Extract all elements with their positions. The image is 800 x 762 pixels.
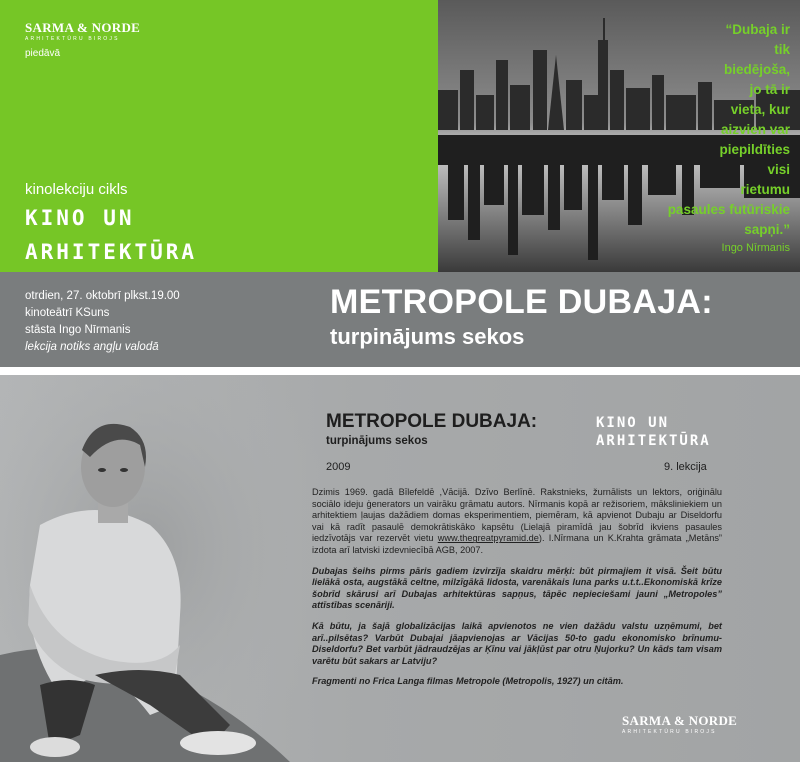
quote-line: biedējoša,	[723, 62, 790, 77]
pyramid-link[interactable]: www.thegreatpyramid.de	[437, 533, 539, 544]
brand-name: SARMA & NORDE	[25, 20, 141, 35]
event-language: lekcija notiks angļu valodā	[25, 341, 159, 353]
lecture-number: 9. lekcija	[664, 461, 707, 473]
bottom-card	[0, 375, 800, 762]
series-logo-line1: KINO UN	[596, 415, 670, 431]
bio-paragraph	[312, 487, 722, 557]
event-subtitle: turpinājums sekos	[330, 324, 525, 349]
event-venue: kinoteātrī KSuns	[25, 307, 110, 319]
event-date: otrdien, 27. oktobrī plkst.19.00	[25, 290, 180, 302]
lecture-title: METROPOLE DUBAJA:	[326, 411, 538, 432]
quote-line: piepildīties	[719, 142, 790, 157]
brand-logo-bottom	[622, 713, 737, 735]
quote-line: “Dubaja ir	[725, 22, 790, 37]
event-title: METROPOLE DUBAJA:	[330, 283, 713, 321]
quote-author: Ingo Nīrmanis	[721, 242, 790, 254]
bio-text-end: ). I.Nīrmana un K.Krahta grāmata „Metāns” izdota arī latviski izdevniecībā AGB, 2007.	[312, 533, 722, 555]
lecture-subtitle: turpinājums sekos	[326, 435, 428, 447]
event-details	[25, 288, 180, 356]
quote-line: aizvien var	[720, 122, 790, 137]
series-logo-line2: ARHITEKTŪRA	[596, 433, 711, 449]
event-speaker: stāsta Ingo Nīrmanis	[25, 324, 131, 336]
quote-block	[590, 20, 790, 240]
quote-line: sapņi.”	[744, 222, 790, 237]
series-title-line2: ARHITEKTŪRA	[25, 240, 198, 264]
goal-paragraph: Dubajas šeihs pirms pāris gadiem izvirzīja skaidru mērķi: būt pirmajiem it visā. Šeit būtu lielākā osta, augstākā celtne, milzīgākā lidosta, varenākais luna parks u.t.t..Ekonomiskā krīze šobrīd skārusi arī Dubajas arhitektūras sapņus, tāpēc nepieciešami jauni „Metropoles” attīstības scenāriji.	[312, 565, 722, 611]
brand-logo-top	[25, 20, 140, 42]
question-paragraph: Kā būtu, ja šajā globalizācijas laikā apvienotos ne vien dažādu valstu uzņēmumi, bet arī..pilsētas? Varbūt Dubajai jāapvienojas ar Vācijas 50-to gadu ekonomisko brīnumu-Diseldorfu? Bet varbūt jādraudzējas ar Ķīnu vai jākļūst par otru Ņujorku? Un kāds tam visam varētu būt sakars ar Latviju?	[312, 620, 722, 666]
lecture-year: 2009	[326, 461, 351, 473]
quote-line: pasaules futūriskie	[667, 202, 790, 217]
speaker-portrait-photo	[0, 375, 320, 762]
quote-line: vieta, kur	[730, 102, 790, 117]
lecture-description	[312, 487, 722, 688]
quote-line: tik	[774, 42, 790, 57]
series-label: kinolekciju cikls	[25, 181, 128, 198]
series-title-line1: KINO UN	[25, 206, 135, 230]
brand-name: SARMA & NORDE	[622, 713, 738, 728]
quote-line: jo tā ir	[749, 82, 790, 97]
quote-line: visi	[767, 162, 790, 177]
card-separator	[0, 367, 800, 375]
presents-label: piedāvā	[25, 48, 61, 59]
film-note: Fragmenti no Frica Langa filmas Metropole (Metropolis, 1927) un citām.	[312, 676, 624, 687]
brand-subtitle: ARHITEKTŪRU BIROJS	[622, 729, 717, 735]
brand-subtitle: ARHITEKTŪRU BIROJS	[25, 36, 120, 42]
bio-text: Dzimis 1969. gadā Bīlefeldē ,Vācijā. Dzīvo Berlīnē. Rakstnieks, žurnālists un lektors, oriģinālu sociālo ideju ģenerators un vairāku grāmatu autors. Nīrmanis kopā ar režisoriem, māksliniekiem un arhitektiem ļaujas dažādiem domas eksperimentiem, piemēram, kā apvienot Dubaju ar Diseldorfu vai kā radīt pasaulē demokrātiskāko kapsētu (Lielajā piramīdā jau šobrīd ikviens pasaules iedzīvotājs var rezervēt vietu	[312, 487, 722, 544]
quote-line: rietumu	[740, 182, 790, 197]
